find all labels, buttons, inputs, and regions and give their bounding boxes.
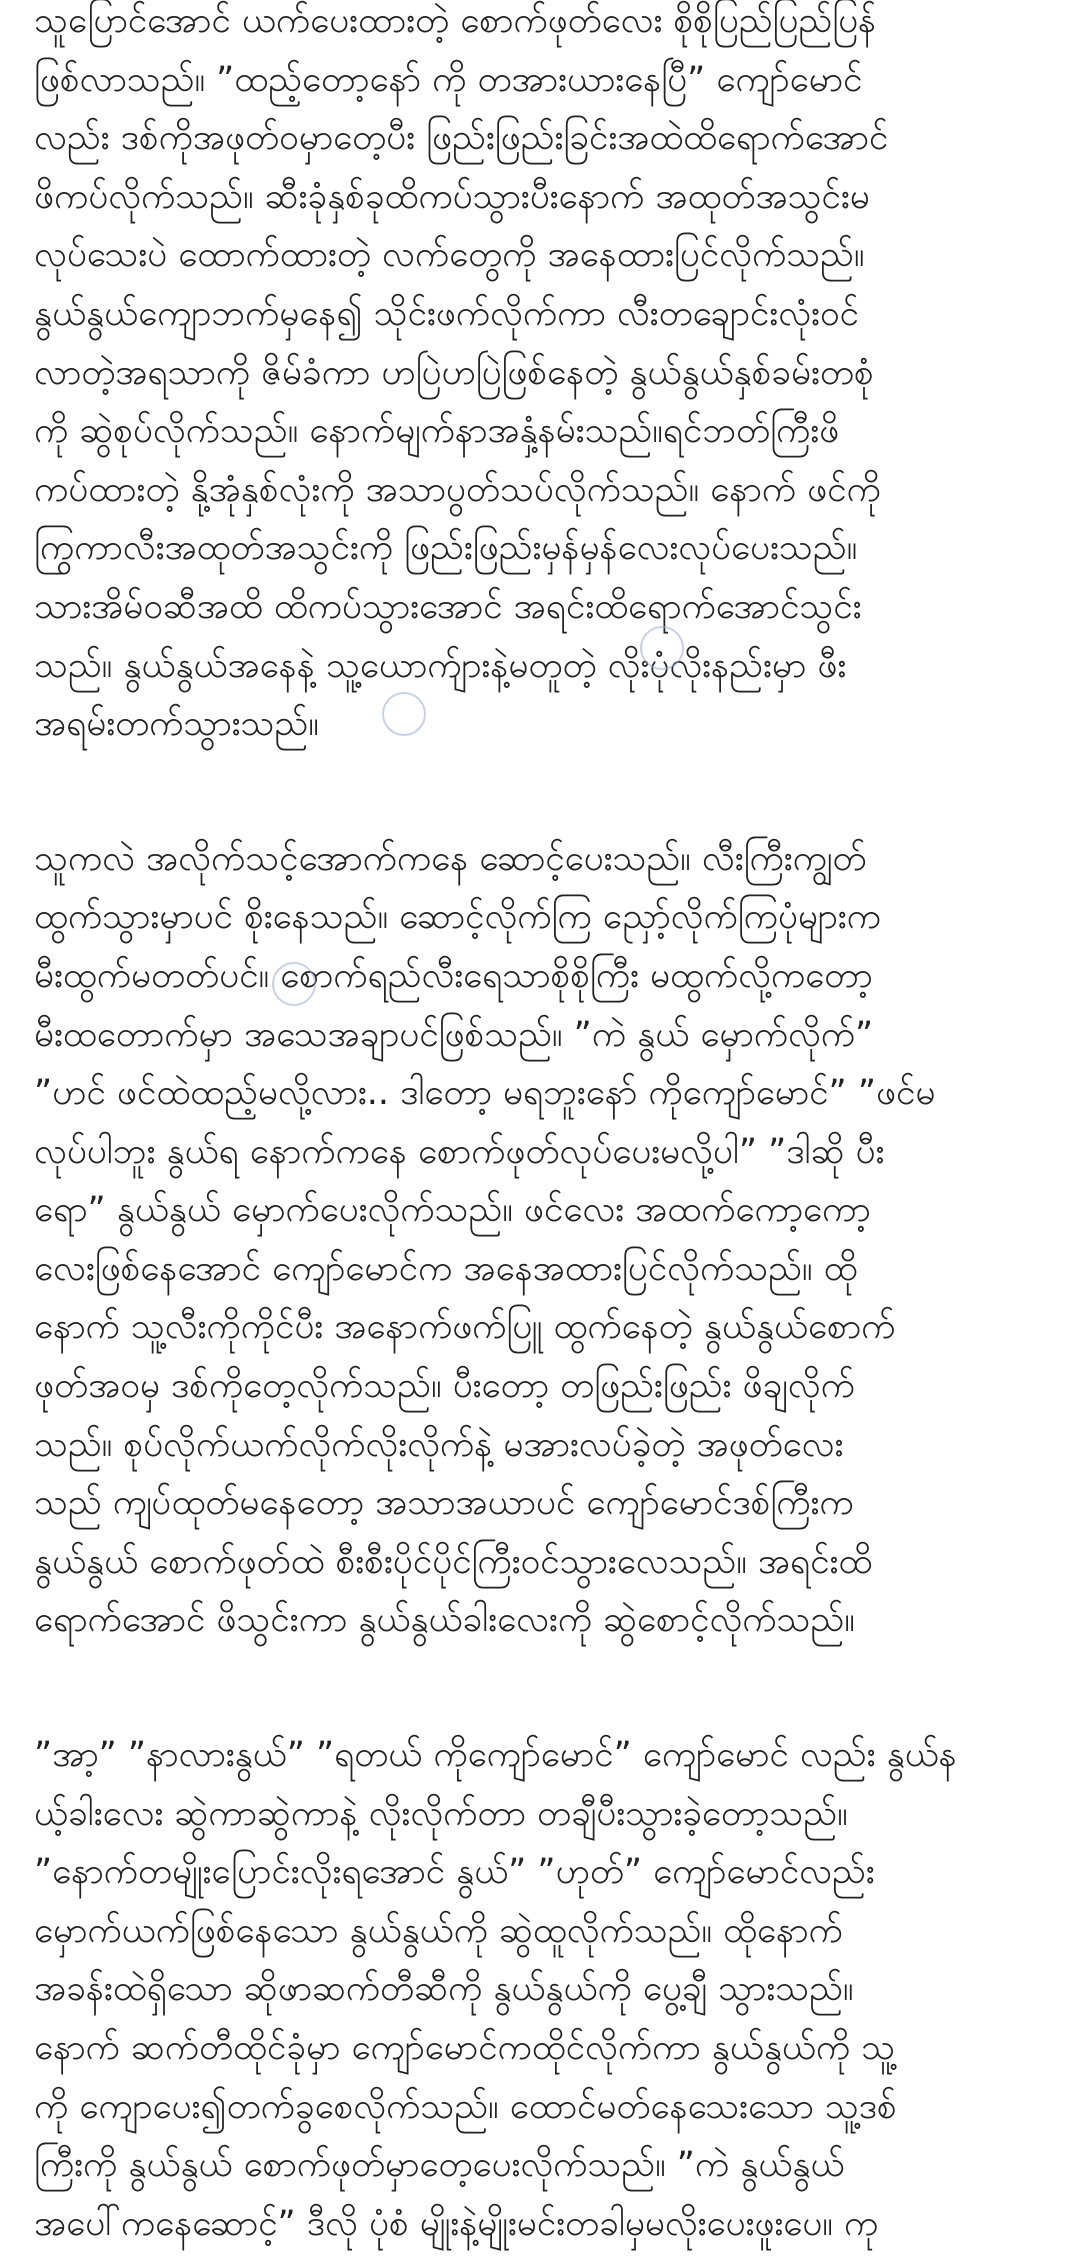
text-line: မီးထွက်မတတ်ပင်။ စောက်ရည်လီးရေသာစိုစိုကြီး မထွက်လို့ကတော့ (34, 955, 873, 996)
text-line: ဖုတ်အဝမှ ဒစ်ကိုတေ့လိုက်သည်။ ပီးတော့ တဖြည်းဖြည်း ဖိချလိုက် (34, 1366, 855, 1407)
text-line: ရော” နွယ်နွယ် မှောက်ပေးလိုက်သည်။ ဖင်လေး အထက်ကော့ကော့ (34, 1190, 871, 1231)
text-line: ဖြစ်လာသည်။ ”ထည့်တော့နော် ကို တအားယားနေပြီ” ကျော်မောင် (34, 59, 863, 100)
text-line: နွယ်နွယ် စောက်ဖုတ်ထဲ စီးစီးပိုင်ပိုင်ကြီးဝင်သွားလေသည်။ အရင်းထိ (34, 1541, 873, 1582)
article-body (34, 0, 1064, 2253)
text-line: လာတဲ့အရသာကို ဇိမ်ခံကာ ဟပြဲဟပြဲဖြစ်နေတဲ့ နွယ်နွယ်နှစ်ခမ်းတစုံ (34, 352, 874, 393)
text-line: အပေါ်ကနေဆောင့်” ဒီလို ပုံစံ မျိုးနဲ့မျိုးမင်းတခါမှမလိုးပေးဖူးပေ။ ကု (34, 2203, 879, 2244)
text-line: မှောက်ယက်ဖြစ်နေသော နွယ်နွယ်ကို ဆွဲထူလိုက်သည်။ ထိုနောက် (34, 1910, 843, 1951)
text-line: ”အာ့” ”နာလားနွယ်” ”ရတယ် ကိုကျော်မောင်” ကျော်မောင် လည်း နွယ်န (34, 1735, 957, 1776)
text-line: နောက် သူ့လီးကိုကိုင်ပီး အနောက်ဖက်ပြူ ထွက်နေတဲ့ နွယ်နွယ်စောက် (34, 1307, 896, 1348)
touch-indicator (640, 626, 684, 670)
text-line: သားအိမ်ဝဆီအထိ ထိကပ်သွားအောင် အရင်းထိရောက်အောင်သွင်း (34, 586, 862, 627)
text-line: ကြီးကို နွယ်နွယ် စောက်ဖုတ်မှာတေ့ပေးလိုက်သည်။ ”ကဲ နွယ်နွယ် (34, 2145, 845, 2186)
text-line: ကို ကျောပေး၍တက်ခွစေလိုက်သည်။ ထောင်မတ်နေသေးသော သူ့ဒစ် (34, 2086, 897, 2127)
text-line: ကပ်ထားတဲ့ နို့အုံနှစ်လုံးကို အသာပွတ်သပ်လိုက်သည်။ နောက် ဖင်ကို (34, 469, 881, 510)
text-line: လည်း ဒစ်ကိုအဖုတ်ဝမှာတေ့ပီး ဖြည်းဖြည်းခြင်းအထဲထိရောက်အောင် (34, 118, 889, 159)
paragraph (34, 830, 1064, 1650)
text-line: လုပ်သေးပဲ ထောက်ထားတဲ့ လက်တွေကို အနေထားပြင်လိုက်သည်။ (34, 235, 865, 276)
text-line: ယ့်ခါးလေး ဆွဲကာဆွဲကာနဲ့ လိုးလိုက်တာ တချီပီးသွားခဲ့တော့သည်။ (34, 1793, 848, 1834)
paragraph (34, 1726, 1064, 2253)
text-line: မီးထတောက်မှာ အသေအချာပင်ဖြစ်သည်။ ”ကဲ နွယ် မှောက်လိုက်” (34, 1014, 874, 1055)
text-line: ထွက်သွားမှာပင် စိုးနေသည်။ ဆောင့်လိုက်ကြ ညှော့်လိုက်ကြပုံများက (34, 897, 881, 938)
text-line: ”နောက်တမျိုးပြောင်းလိုးရအောင် နွယ်” ”ဟုတ်” ကျော်မောင်လည်း (34, 1852, 875, 1893)
text-line: သူကလဲ အလိုက်သင့်အောက်ကနေ ဆောင့်ပေးသည်။ လီးကြီးကျွတ် (34, 838, 867, 879)
touch-indicator (272, 962, 316, 1006)
text-line: အခန်းထဲရှိသော ဆိုဖာဆက်တီဆီကို နွယ်နွယ်ကို ပွေ့ချီ သွားသည်။ (34, 1969, 854, 2010)
text-line: လေးဖြစ်နေအောင် ကျော်မောင်က အနေအထားပြင်လိုက်သည်။ ထို (34, 1248, 858, 1289)
text-line: အရမ်းတက်သွားသည်။ (34, 704, 319, 745)
text-line: ကို ဆွဲစုပ်လိုက်သည်။ နောက်မျက်နာအနှံ့နမ်းသည်။ရင်ဘတ်ကြီးဖိ (34, 411, 840, 452)
text-line: ဖိကပ်လိုက်သည်။ ဆီးခုံနှစ်ခုထိကပ်သွားပီးနောက် အထုတ်အသွင်းမ (34, 176, 870, 217)
text-line: သည်။ နွယ်နွယ်အနေနဲ့ သူ့ယောက်ျားနဲ့မတူတဲ့ လိုးပုံလိုးနည်းမှာ ဖီး (34, 645, 847, 686)
text-line: သည် ကျပ်ထုတ်မနေတော့ အသာအယာပင် ကျော်မောင်ဒစ်ကြီးက (34, 1483, 854, 1524)
text-line: ကြွကာလီးအထုတ်အသွင်းကို ဖြည်းဖြည်းမှန်မှန်လေးလုပ်ပေးသည်။ (34, 528, 858, 569)
touch-indicator (382, 692, 426, 736)
text-line: လုပ်ပါဘူး နွယ်ရ နောက်ကနေ စောက်ဖုတ်လုပ်ပေးမလို့ပါ” ”ဒါဆို ပီး (34, 1131, 885, 1172)
text-line: သူပြောင်အောင် ယက်ပေးထားတဲ့ စောက်ဖုတ်လေး စိုစိုပြည်ပြည်ပြန် (34, 1, 877, 41)
text-line: နောက် ဆက်တီထိုင်ခုံမှာ ကျော်မောင်ကထိုင်လိုက်ကာ နွယ်နွယ်ကို သူ့ (34, 2028, 896, 2068)
text-line: သည်။ စုပ်လိုက်ယက်လိုက်လိုးလိုက်နဲ့ မအားလပ်ခဲ့တဲ့ အဖုတ်လေး (34, 1424, 844, 1465)
paragraph-gap (34, 1650, 1064, 1726)
text-line: ”ဟင် ဖင်ထဲထည့်မလို့လား.. ဒါတော့ မရဘူးနော် ကိုကျော်မောင်” ”ဖင်မ (34, 1073, 936, 1114)
text-line: ရောက်အောင် ဖိသွင်းကာ နွယ်နွယ်ခါးလေးကို ဆွဲစောင့်လိုက်သည်။ (34, 1600, 855, 1641)
paragraph (34, 0, 1064, 754)
paragraph-gap (34, 754, 1064, 830)
text-line: နွယ်နွယ်ကျောဘက်မှနေ၍ သိုင်းဖက်လိုက်ကာ လီးတချောင်းလုံးဝင် (34, 293, 859, 334)
